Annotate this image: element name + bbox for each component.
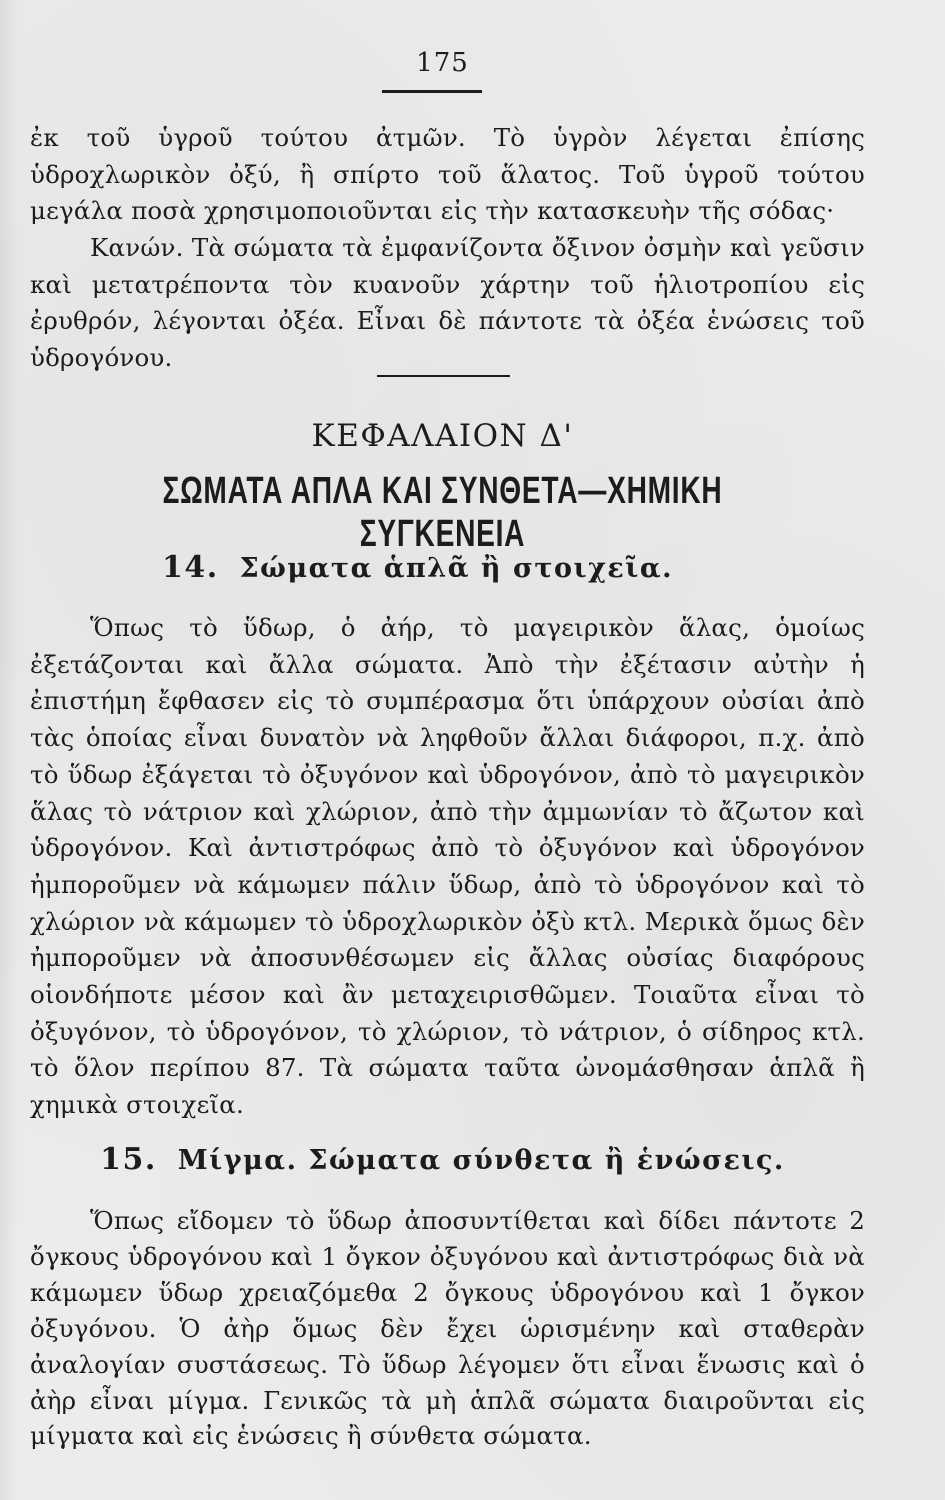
section-divider — [377, 375, 510, 377]
paragraph-elements: Ὅπως τὸ ὕδωρ, ὁ ἀήρ, τὸ μαγειρικὸν ἅλας, ὁμοίως ἐξετάζονται καὶ ἄλλα σώματα. Ἀπὸ τὴν ἐξέτασιν αὐτὴν ἡ ἐπιστήμη ἔφθασεν εἰς τὸ συμπέρασμα ὅτι ὑπάρχουν οὐσίαι ἀπὸ τὰς ὁποίας εἶναι δυνατὸν νὰ ληφθοῦν ἄλλαι διάφοροι, π.χ. ἀπὸ τὸ ὕδωρ ἐξάγεται τὸ ὀξυγόνον καὶ ὑδρογόνον, ἀπὸ τὸ μαγειρικὸν ἅλας τὸ νάτριον καὶ χλώριον, ἀπὸ τὴν ἀμμωνίαν τὸ ἄζωτον καὶ ὑδρογόνον. Καὶ ἀντιστρόφως ἀπὸ τὸ ὀξυγόνον καὶ ὑδρογόνον ἠμποροῦμεν νὰ κάμωμεν πάλιν ὕδωρ, ἀπὸ τὸ ὑδρογόνον καὶ τὸ χλώριον νὰ κάμωμεν τὸ ὑδροχλωρικὸν ὀξὺ κτλ. Μερικὰ ὅμως δὲν ἠμποροῦμεν νὰ ἀποσυνθέσωμεν εἰς ἄλλας οὐσίας διαφόρους οἱονδήποτε μέσον καὶ ἂν μεταχειρισθῶμεν. Τοιαῦτα εἶναι τὸ ὀξυγόνον, τὸ ὑδρογόνον, τὸ χλώριον, τὸ νάτριον, ὁ σίδηρος κτλ. τὸ ὅλον περίπου 87. Τὰ σώματα ταῦτα ὠνομάσθησαν ἁπλᾶ ἢ χημικὰ στοιχεῖα. — [30, 613, 865, 1120]
chapter-title: ΣΩΜΑΤΑ ΑΠΛΑ ΚΑΙ ΣΥΝΘΕΤΑ—ΧΗΜΙΚΗ ΣΥΓΚΕΝΕΙΑ — [162, 470, 723, 555]
section-title: Μίγμα. Σώματα σύνθετα ἢ ἑνώσεις. — [177, 1145, 785, 1176]
page-edge-shadow — [0, 0, 18, 1500]
paragraph-mixtures: Ὅπως εἴδομεν τὸ ὕδωρ ἀποσυντίθεται καὶ δίδει πάντοτε 2 ὄγκους ὑδρογόνου καὶ 1 ὄγκον ὀξυγόνου καὶ ἀντιστρόφως διὰ νὰ κάμωμεν ὕδωρ χρειαζόμεθα 2 ὄγκους ὑδρογόνου καὶ 1 ὄγκον ὀξυγόνου. Ὁ ἀὴρ ὅμως δὲν ἔχει ὡρισμένην καὶ σταθερὰν ἀναλογίαν συστάσεως. Τὸ ὕδωρ λέγομεν ὅτι εἶναι ἕνωσις καὶ ὁ ἀὴρ εἶναι μίγμα. Γενικῶς τὰ μὴ ἁπλᾶ σώματα διαιροῦνται εἰς μίγματα καὶ εἰς ἑνώσεις ἢ σύνθετα σώματα. — [30, 1206, 865, 1451]
paragraph-rule: Κανών. Τὰ σώματα τὰ ἐμφανίζοντα ὄξινον ὀσμὴν καὶ γεῦσιν καὶ μετατρέποντα τὸν κυανοῦν χάρτην τοῦ ἡλιοτροπίου εἰς ἐρυθρόν, λέγονται ὀξέα. Εἶναι δὲ πάντοτε τὰ ὀξέα ἑνώσεις τοῦ ὑδρογόνου. — [30, 233, 865, 372]
section-number: 15. — [100, 1142, 157, 1177]
section-title: Σώματα ἁπλᾶ ἢ στοιχεῖα. — [239, 553, 674, 584]
page-number-underline — [382, 90, 482, 93]
section-heading-14 — [0, 550, 860, 585]
section-heading-15 — [0, 1142, 885, 1177]
section-number: 14. — [161, 550, 219, 585]
page-number: 175 — [416, 48, 469, 78]
chapter-heading: ΚΕΦΑΛΑΙΟΝ Δ' — [311, 418, 574, 454]
paragraph-continued: ἐκ τοῦ ὑγροῦ τούτου ἀτμῶν. Τὸ ὑγρὸν λέγεται ἐπίσης ὑδροχλωρικὸν ὀξύ, ἢ σπίρτο τοῦ ἅλατος. Τοῦ ὑγροῦ τούτου μεγάλα ποσὰ χρησιμοποιοῦνται εἰς τὴν κατασκευὴν τῆς σόδας· — [30, 123, 865, 225]
